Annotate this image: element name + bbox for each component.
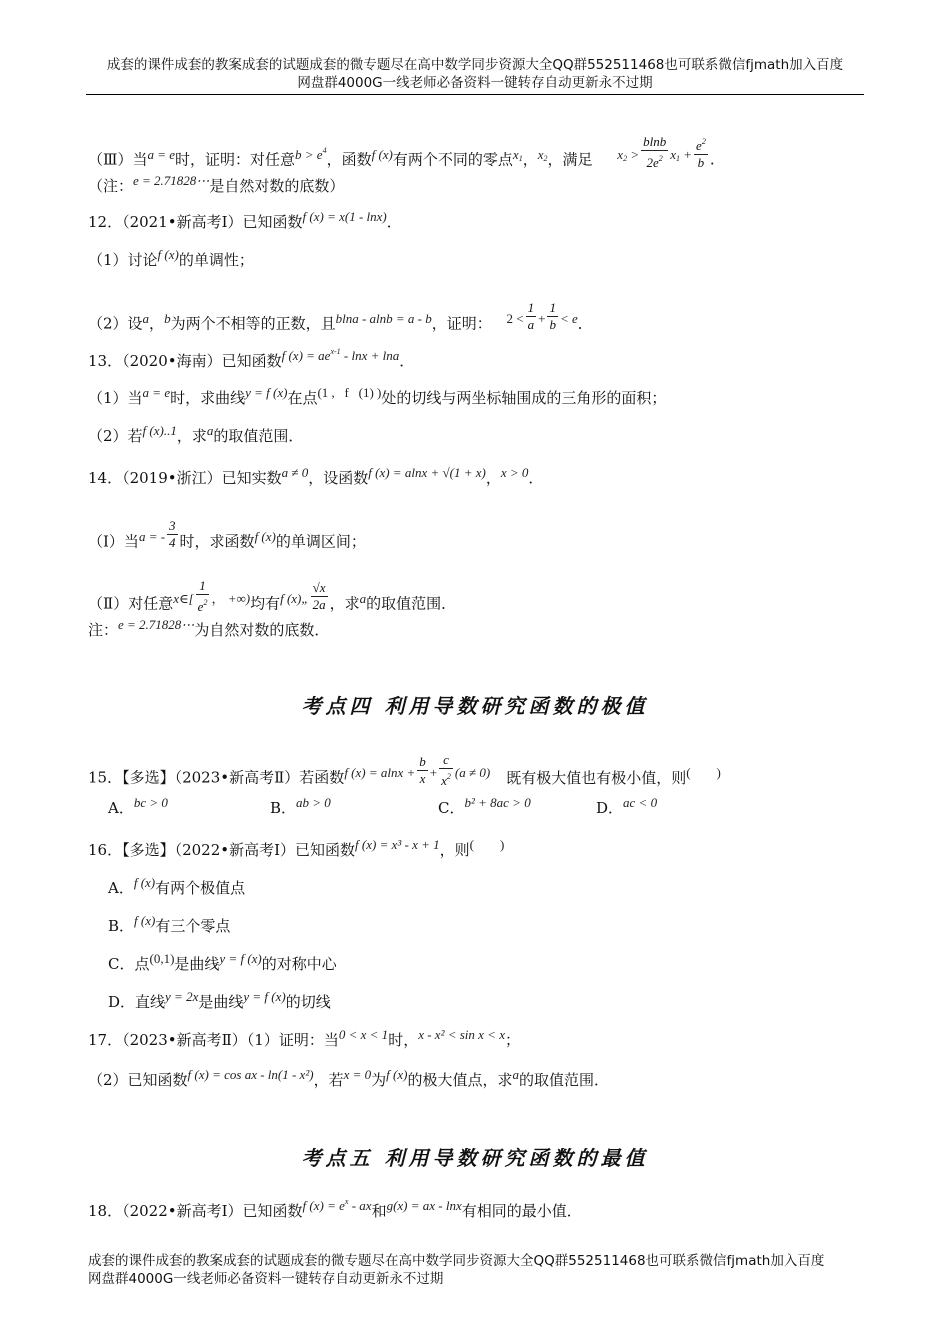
q18-title: 18．（2022•新高考Ⅰ）已知函数f $(x) = e^x$ - ax和g(x) = ax - lnx有相同的最小值． <box>88 1197 582 1220</box>
math-b-gt: $b > e^4$ <box>295 145 327 162</box>
header-line-1: 成套的课件成套的教案成套的试题成套的微专题尽在高中数学同步资源大全QQ群552511468也可联系微信fjmath加入百度 <box>106 57 844 73</box>
q15-title: 15．【多选】（2023•新高考Ⅱ）若函数f (x) = alnx + $\frac{b}{x}$ + $\frac{c}{x^2}$ (a ≠ 0) 既有极大值也有极小值，则( ) <box>88 752 721 788</box>
q16-title: 16．【多选】（2022•新高考Ⅰ）已知函数f (x) = x³ - x + 1，则( ) <box>88 837 505 859</box>
q16-option-d[interactable]: D．直线y = 2x是曲线y = f (x)的切线 <box>108 989 331 1011</box>
q15-option-b[interactable]: B．ab > 0 <box>270 795 331 817</box>
q14-note: 注：e = 2.71828⋯为自然对数的底数． <box>88 617 330 639</box>
q15-option-a[interactable]: A．bc > 0 <box>108 795 168 817</box>
q14-part1: （Ⅰ）当a = - $\frac{3}{4}$ 时，求函数f (x)的单调区间； <box>88 518 366 551</box>
q12-part2: （2）设a，b为两个不相等的正数，且blna - alnb = a - b，证明： 2 < $\frac{1}{a}$ + $\frac{1}{b}$ < e． <box>88 300 593 333</box>
q16-option-c[interactable]: C．点(0,1)是曲线y = f (x)的对称中心 <box>108 951 337 973</box>
frac-blnb: $\frac{blnb}{2e^2}$ <box>643 134 667 170</box>
q16-option-a[interactable]: A．f (x)有两个极值点 <box>108 875 246 897</box>
q11-part3: （Ⅲ）当a = e时，证明：对任意$b > e^4$，函数f (x)有两个不同的零点$x_1$，$x_2$，满足 $x_2$ > $\frac{blnb}{2e^2}$ $x_1$ + $\frac{e^2}{b}$ . <box>88 134 715 170</box>
q14-title: 14．（2019•浙江）已知实数a ≠ 0，设函数f (x) = alnx + √(1 + x)，x > 0． <box>88 465 544 487</box>
q17-part2: （2）已知函数f (x) = cos ax - ln(1 - x²)，若x = 0为f (x)的极大值点，求a的取值范围． <box>88 1067 609 1089</box>
q12-part1: （1）讨论f (x)的单调性； <box>88 247 254 269</box>
q13-part1: （1）当a = e时，求曲线y = f (x)在点(1 , f (1) )处的切线与两坐标轴围成的三角形的面积； <box>88 385 667 407</box>
q17-title: 17．（2023•新高考Ⅱ）（1）证明：当0 < x < 1时，x - x² < sin x < x； <box>88 1027 520 1049</box>
q14-part2: （Ⅱ）对任意x∈[ $\frac{1}{e^2}$ ， +∞)均有f (x)„ $\frac{√x}{2a}$ ，求a的取值范围． <box>88 578 457 614</box>
frac-e2-b: $\frac{e^2}{b}$ <box>694 134 708 171</box>
page-footer <box>88 1252 866 1288</box>
section-title-5: 考点五 利用导数研究函数的最值 <box>301 1146 649 1170</box>
q15-options <box>108 795 658 819</box>
q13-part2: （2）若f (x)..1，求a的取值范围． <box>88 423 304 445</box>
q16-option-b[interactable]: B．f (x)有三个零点 <box>108 913 231 935</box>
page-header <box>86 56 864 92</box>
footer-line-2: 网盘群4000G一线老师必备资料一键转存自动更新永不过期 <box>88 1271 444 1287</box>
q13-title: 13．（2020•海南）已知函数f $(x) = ae^{x-1} - \ln x + \ln a$． <box>88 347 415 370</box>
q15-option-d[interactable]: D．ac < 0 <box>596 795 658 817</box>
q15-option-c[interactable]: C．b² + 8ac > 0 <box>438 795 531 817</box>
q12-title: 12．（2021•新高考Ⅰ）已知函数f (x) = x(1 - lnx)． <box>88 209 402 231</box>
header-divider <box>86 94 864 95</box>
header-line-2: 网盘群4000G一线老师必备资料一键转存自动更新永不过期 <box>297 75 653 91</box>
q11-note: （注：e = 2.71828⋯是自然对数的底数） <box>88 173 345 195</box>
section-title-4: 考点四 利用导数研究函数的极值 <box>301 694 649 718</box>
footer-line-1: 成套的课件成套的教案成套的试题成套的微专题尽在高中数学同步资源大全QQ群552511468也可联系微信fjmath加入百度 <box>88 1253 825 1269</box>
